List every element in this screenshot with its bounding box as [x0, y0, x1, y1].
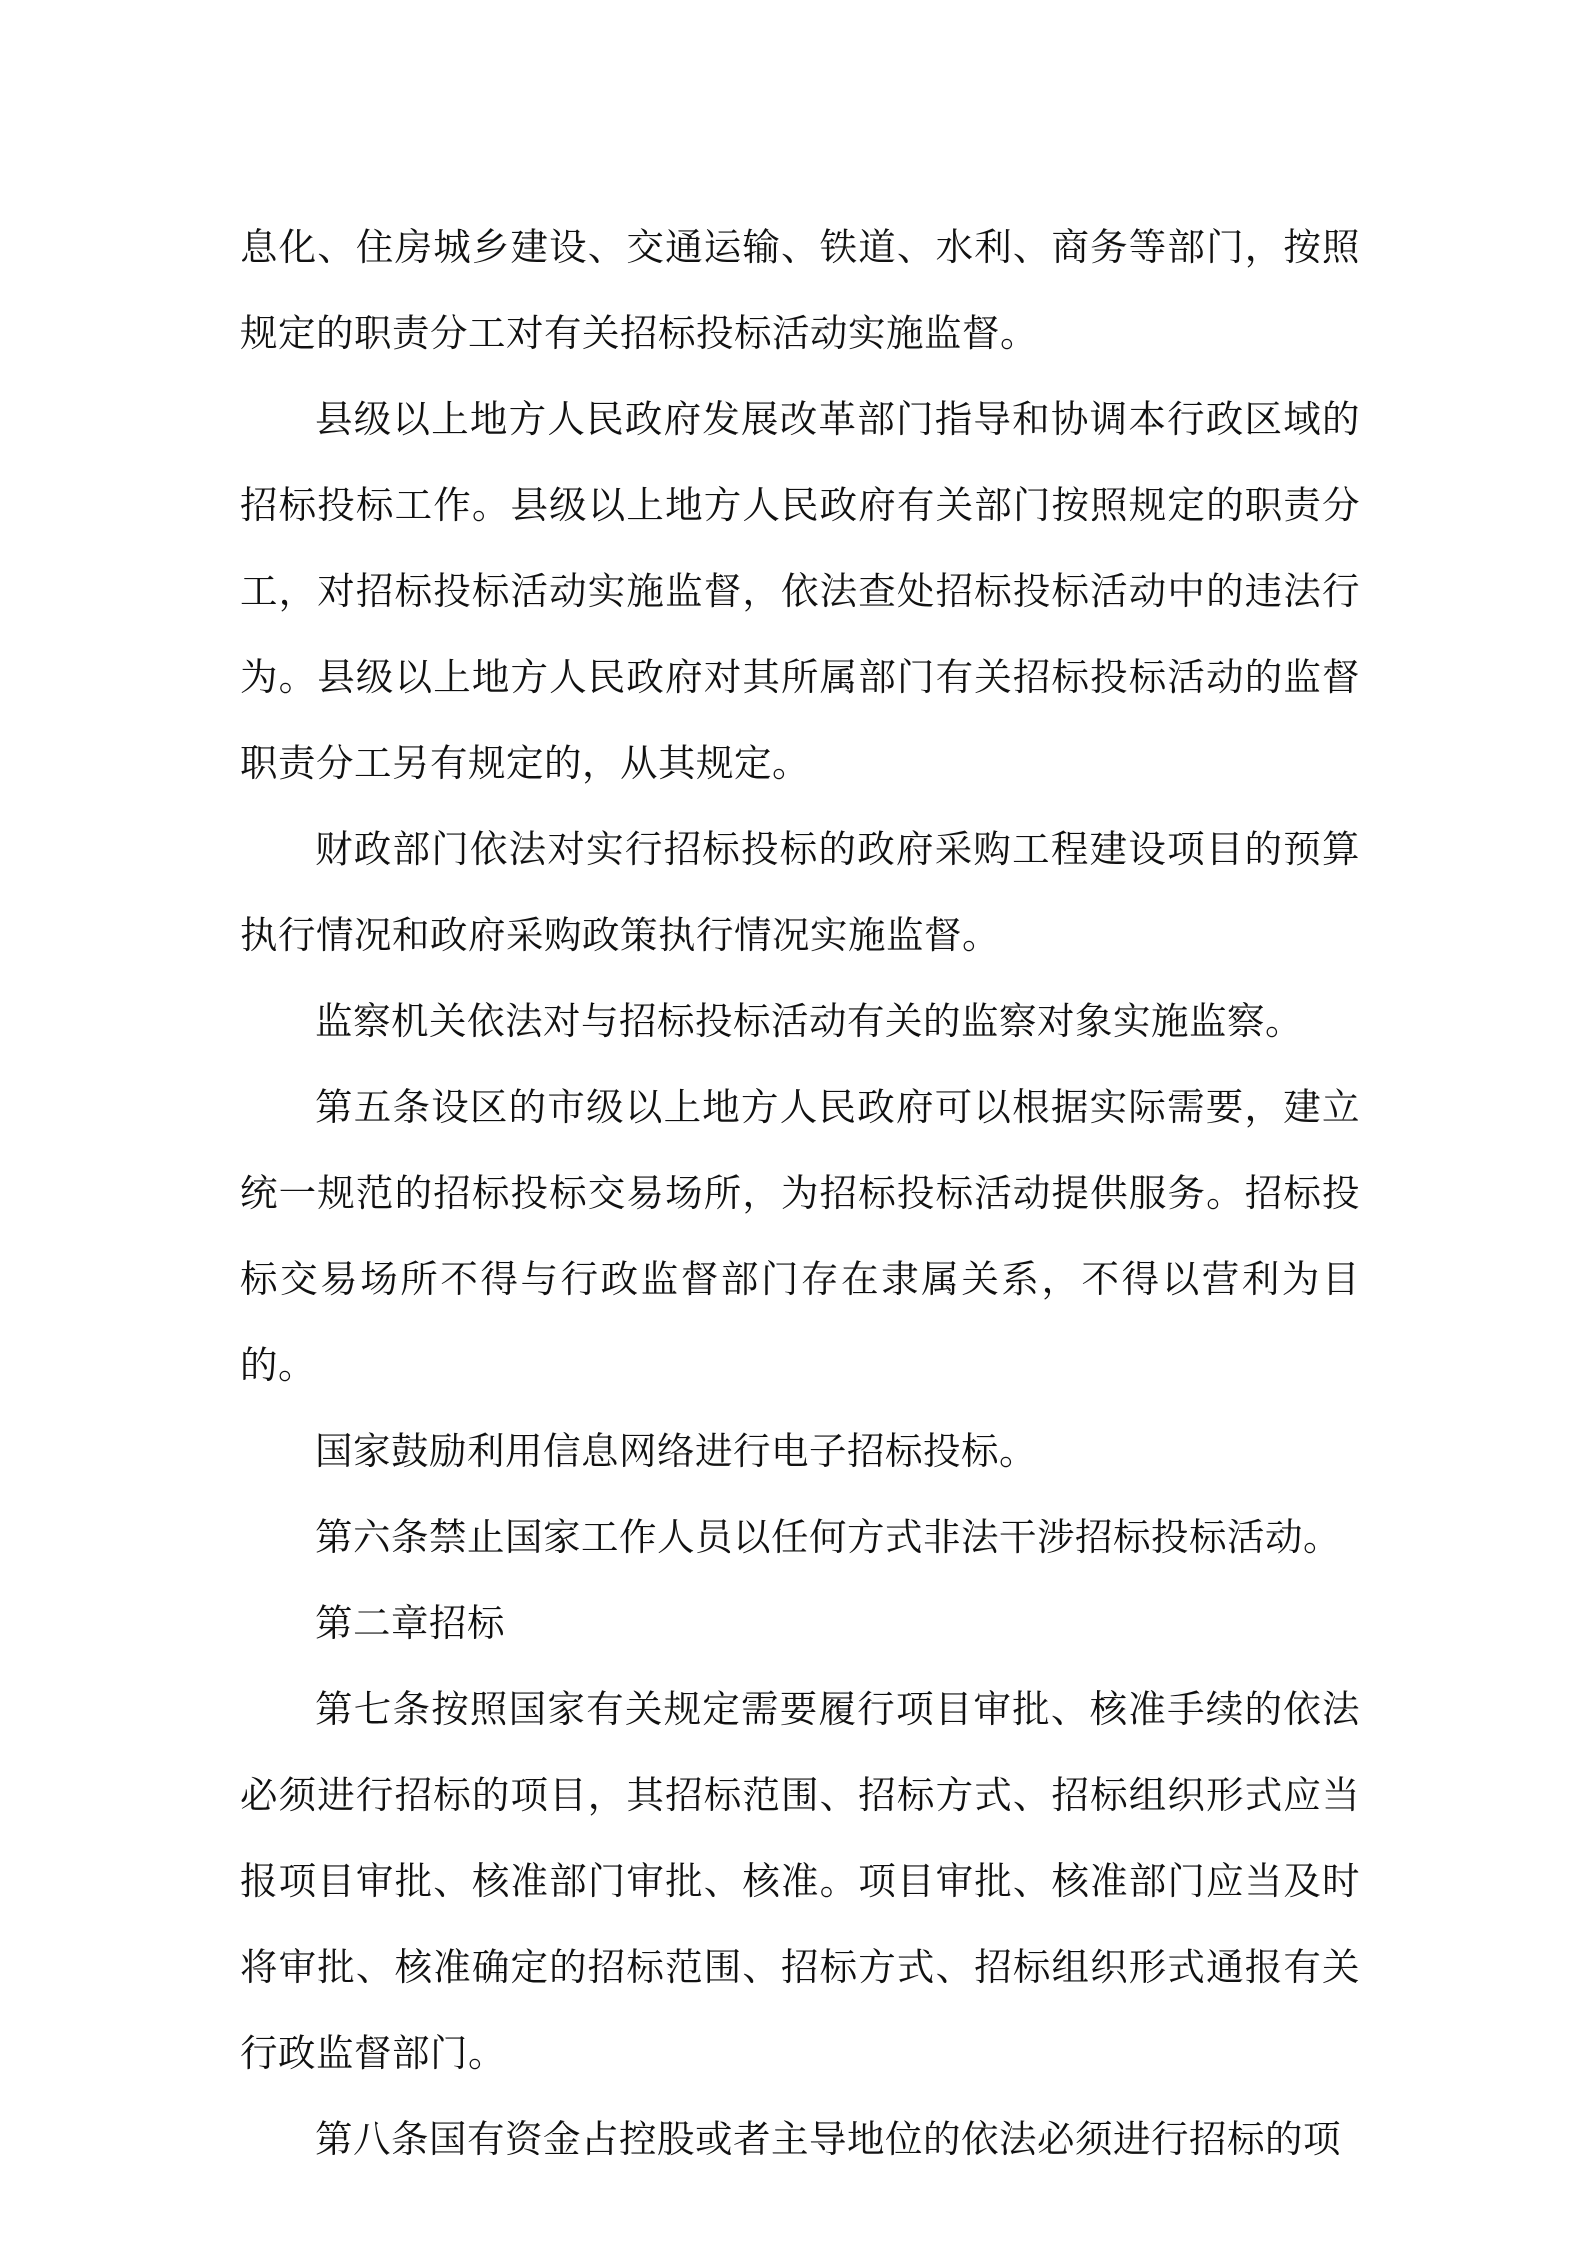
paragraph-article-7: 第七条按照国家有关规定需要履行项目审批、核准手续的依法必须进行招标的项目，其招标范围、招标方式、招标组织形式应当报项目审批、核准部门审批、核准。项目审批、核准部门应当及时将审批、核准确定的招标范围、招标方式、招标组织形式通报有关行政监督部门。	[240, 1687, 1360, 2075]
paragraph: 县级以上地方人民政府发展改革部门指导和协调本行政区域的招标投标工作。县级以上地方人民政府有关部门按照规定的职责分工，对招标投标活动实施监督，依法查处招标投标活动中的违法行为。县级以上地方人民政府对其所属部门有关招标投标活动的监督职责分工另有规定的，从其规定。	[240, 397, 1360, 785]
paragraph: 国家鼓励利用信息网络进行电子招标投标。	[315, 1429, 1037, 1473]
paragraph: 财政部门依法对实行招标投标的政府采购工程建设项目的预算执行情况和政府采购政策执行情况实施监督。	[240, 827, 1360, 957]
document-body	[240, 204, 1360, 2182]
paragraph-article-8: 第八条国有资金占控股或者主导地位的依法必须进行招标的项	[315, 2117, 1341, 2161]
chapter-heading: 第二章招标	[315, 1601, 505, 1645]
paragraph: 监察机关依法对与招标投标活动有关的监察对象实施监察。	[315, 999, 1303, 1043]
paragraph-article-6: 第六条禁止国家工作人员以任何方式非法干涉招标投标活动。	[315, 1515, 1341, 1559]
paragraph-article-5: 第五条设区的市级以上地方人民政府可以根据实际需要，建立统一规范的招标投标交易场所，为招标投标活动提供服务。招标投标交易场所不得与行政监督部门存在隶属关系，不得以营利为目的。	[240, 1085, 1360, 1387]
paragraph-continuation: 息化、住房城乡建设、交通运输、铁道、水利、商务等部门，按照规定的职责分工对有关招标投标活动实施监督。	[240, 225, 1360, 355]
